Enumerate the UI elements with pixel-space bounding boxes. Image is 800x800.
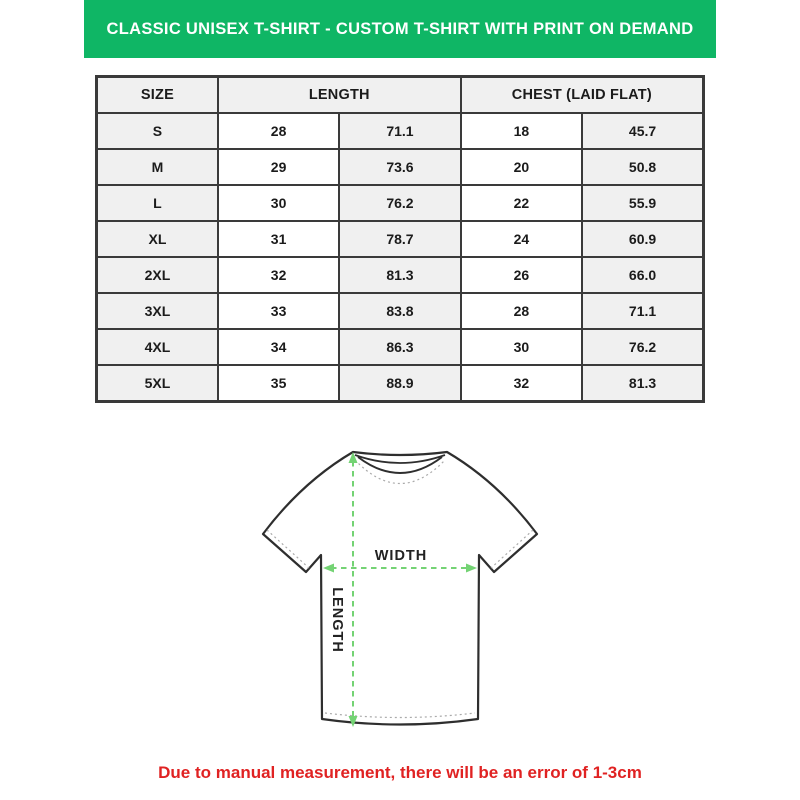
- chest-cm-cell: 55.9: [582, 185, 703, 221]
- table-row: [97, 149, 704, 185]
- chest-cm-cell: 66.0: [582, 257, 703, 293]
- chest-cm-cell: 76.2: [582, 329, 703, 365]
- length-in-cell: 28: [218, 113, 339, 149]
- length-cm-cell: 81.3: [339, 257, 460, 293]
- size-chart-section: [95, 75, 705, 403]
- length-in-cell: 31: [218, 221, 339, 257]
- table-row: [97, 365, 704, 402]
- table-header-row: [97, 77, 704, 114]
- length-in-cell: 33: [218, 293, 339, 329]
- length-cm-cell: 83.8: [339, 293, 460, 329]
- chest-cm-cell: 81.3: [582, 365, 703, 402]
- chest-in-cell: 30: [461, 329, 582, 365]
- length-cm-cell: 88.9: [339, 365, 460, 402]
- size-cell: 2XL: [97, 257, 218, 293]
- title-banner: [84, 0, 716, 58]
- length-cm-cell: 76.2: [339, 185, 460, 221]
- table-row: [97, 329, 704, 365]
- chest-in-cell: 18: [461, 113, 582, 149]
- col-header-chest: CHEST (LAID FLAT): [461, 77, 704, 114]
- chest-cm-cell: 50.8: [582, 149, 703, 185]
- page-title: CLASSIC UNISEX T-SHIRT - CUSTOM T-SHIRT WITH PRINT ON DEMAND: [106, 19, 694, 38]
- chest-in-cell: 20: [461, 149, 582, 185]
- tshirt-measurement-diagram: [250, 430, 550, 750]
- size-cell: L: [97, 185, 218, 221]
- width-label: WIDTH: [374, 548, 428, 564]
- table-row: [97, 185, 704, 221]
- size-cell: M: [97, 149, 218, 185]
- chest-in-cell: 22: [461, 185, 582, 221]
- length-cm-cell: 78.7: [339, 221, 460, 257]
- size-cell: 4XL: [97, 329, 218, 365]
- measurement-disclaimer: Due to manual measurement, there will be an error of 1-3cm: [158, 763, 642, 782]
- length-cm-cell: 73.6: [339, 149, 460, 185]
- length-in-cell: 35: [218, 365, 339, 402]
- chest-cm-cell: 45.7: [582, 113, 703, 149]
- table-row: [97, 257, 704, 293]
- chest-in-cell: 28: [461, 293, 582, 329]
- size-cell: 3XL: [97, 293, 218, 329]
- size-cell: XL: [97, 221, 218, 257]
- chest-cm-cell: 60.9: [582, 221, 703, 257]
- size-cell: S: [97, 113, 218, 149]
- size-chart-table: [95, 75, 705, 403]
- chest-in-cell: 32: [461, 365, 582, 402]
- length-in-cell: 29: [218, 149, 339, 185]
- table-row: [97, 221, 704, 257]
- chest-cm-cell: 71.1: [582, 293, 703, 329]
- length-label: LENGTH: [329, 587, 345, 653]
- length-cm-cell: 71.1: [339, 113, 460, 149]
- chest-in-cell: 24: [461, 221, 582, 257]
- tshirt-outline-icon: [263, 452, 537, 725]
- length-in-cell: 30: [218, 185, 339, 221]
- col-header-size: SIZE: [97, 77, 218, 114]
- length-in-cell: 32: [218, 257, 339, 293]
- chest-in-cell: 26: [461, 257, 582, 293]
- table-row: [97, 293, 704, 329]
- size-cell: 5XL: [97, 365, 218, 402]
- table-row: [97, 113, 704, 149]
- length-cm-cell: 86.3: [339, 329, 460, 365]
- col-header-length: LENGTH: [218, 77, 461, 114]
- length-in-cell: 34: [218, 329, 339, 365]
